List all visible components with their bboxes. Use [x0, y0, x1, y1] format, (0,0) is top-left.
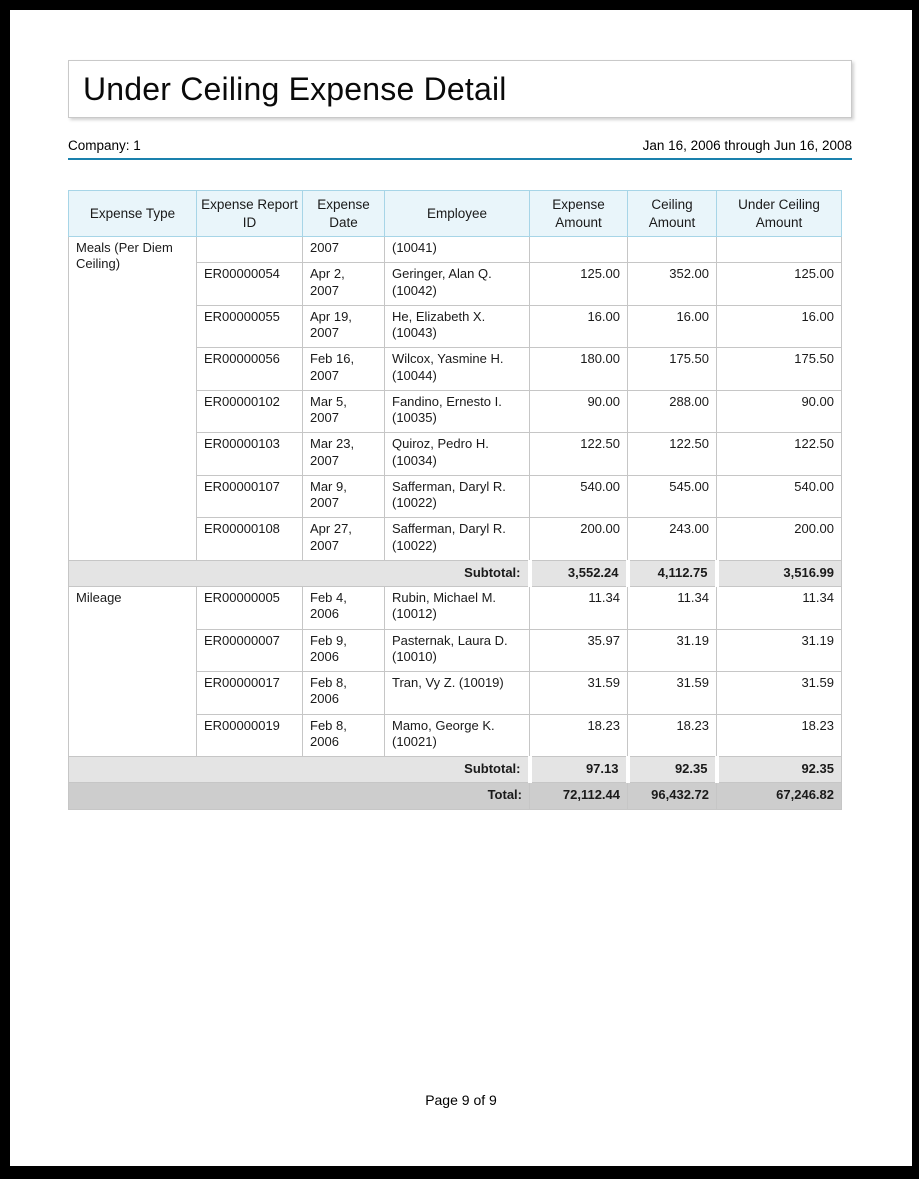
report-id-cell: ER00000107 [197, 475, 303, 518]
under-ceiling-amount-cell: 31.19 [717, 629, 842, 672]
expense-amount-cell: 540.00 [530, 475, 628, 518]
date-range: Jan 16, 2006 through Jun 16, 2008 [642, 138, 852, 153]
report-id-cell: ER00000007 [197, 629, 303, 672]
expense-table [68, 190, 842, 810]
subtotal-row [69, 757, 842, 783]
date-cell: Feb 8, 2006 [303, 714, 385, 757]
under-ceiling-amount-cell: 90.00 [717, 390, 842, 433]
expense-amount-cell: 31.59 [530, 672, 628, 715]
employee-cell: Pasternak, Laura D. (10010) [385, 629, 530, 672]
page-title: Under Ceiling Expense Detail [83, 70, 507, 107]
under-ceiling-amount-cell: 122.50 [717, 433, 842, 476]
column-header-2: Expense Date [303, 191, 385, 237]
ceiling-amount-cell: 11.34 [628, 587, 717, 630]
ceiling-amount-cell: 545.00 [628, 475, 717, 518]
column-header-6: Under Ceiling Amount [717, 191, 842, 237]
employee-cell: Rubin, Michael M. (10012) [385, 587, 530, 630]
total-row [69, 783, 842, 809]
employee-cell: (10041) [385, 237, 530, 263]
ceiling-amount-cell: 352.00 [628, 263, 717, 306]
total-label: Total: [69, 783, 530, 809]
expense-amount-cell: 180.00 [530, 348, 628, 391]
expense-amount-cell: 200.00 [530, 518, 628, 561]
ceiling-amount-cell: 243.00 [628, 518, 717, 561]
table-header-row [69, 191, 842, 237]
title-box [68, 60, 852, 118]
column-header-5: Ceiling Amount [628, 191, 717, 237]
employee-cell: Quiroz, Pedro H. (10034) [385, 433, 530, 476]
expense-amount-cell [530, 237, 628, 263]
expense-amount-cell: 18.23 [530, 714, 628, 757]
employee-cell: Safferman, Daryl R. (10022) [385, 518, 530, 561]
subtotal-row [69, 560, 842, 586]
under-ceiling-amount-cell: 31.59 [717, 672, 842, 715]
report-id-cell: ER00000108 [197, 518, 303, 561]
report-id-cell: ER00000102 [197, 390, 303, 433]
ceiling-amount-cell: 16.00 [628, 305, 717, 348]
ceiling-amount-cell: 18.23 [628, 714, 717, 757]
date-cell: Feb 4, 2006 [303, 587, 385, 630]
under-ceiling-amount-cell: 67,246.82 [717, 783, 842, 809]
report-id-cell: ER00000005 [197, 587, 303, 630]
date-cell: Feb 16, 2007 [303, 348, 385, 391]
column-header-3: Employee [385, 191, 530, 237]
ceiling-amount-cell: 122.50 [628, 433, 717, 476]
ceiling-amount-cell [628, 237, 717, 263]
page-footer: Page 9 of 9 [425, 1092, 497, 1108]
ceiling-amount-cell: 4,112.75 [628, 560, 717, 586]
date-cell: Apr 19, 2007 [303, 305, 385, 348]
ceiling-amount-cell: 92.35 [628, 757, 717, 783]
report-id-cell: ER00000055 [197, 305, 303, 348]
expense-amount-cell: 35.97 [530, 629, 628, 672]
report-id-cell [197, 237, 303, 263]
under-ceiling-amount-cell: 18.23 [717, 714, 842, 757]
report-id-cell: ER00000054 [197, 263, 303, 306]
column-header-4: Expense Amount [530, 191, 628, 237]
company-label: Company: 1 [68, 138, 141, 153]
date-cell: Mar 9, 2007 [303, 475, 385, 518]
report-id-cell: ER00000056 [197, 348, 303, 391]
expense-amount-cell: 16.00 [530, 305, 628, 348]
subtotal-label: Subtotal: [69, 757, 530, 783]
employee-cell: Wilcox, Yasmine H. (10044) [385, 348, 530, 391]
under-ceiling-amount-cell: 11.34 [717, 587, 842, 630]
subtotal-label: Subtotal: [69, 560, 530, 586]
date-cell: Apr 27, 2007 [303, 518, 385, 561]
expense-amount-cell: 90.00 [530, 390, 628, 433]
expense-amount-cell: 72,112.44 [530, 783, 628, 809]
expense-type-cell: Mileage [69, 587, 197, 757]
expense-type-cell: Meals (Per Diem Ceiling) [69, 237, 197, 561]
report-content [10, 10, 912, 810]
under-ceiling-amount-cell [717, 237, 842, 263]
date-cell: Mar 5, 2007 [303, 390, 385, 433]
date-cell: 2007 [303, 237, 385, 263]
report-id-cell: ER00000019 [197, 714, 303, 757]
under-ceiling-amount-cell: 540.00 [717, 475, 842, 518]
under-ceiling-amount-cell: 3,516.99 [717, 560, 842, 586]
date-cell: Feb 9, 2006 [303, 629, 385, 672]
meta-row [68, 138, 852, 160]
employee-cell: Safferman, Daryl R. (10022) [385, 475, 530, 518]
table-row [69, 237, 842, 263]
column-header-0: Expense Type [69, 191, 197, 237]
ceiling-amount-cell: 31.59 [628, 672, 717, 715]
employee-cell: Fandino, Ernesto I. (10035) [385, 390, 530, 433]
ceiling-amount-cell: 288.00 [628, 390, 717, 433]
date-cell: Feb 8, 2006 [303, 672, 385, 715]
under-ceiling-amount-cell: 92.35 [717, 757, 842, 783]
under-ceiling-amount-cell: 125.00 [717, 263, 842, 306]
report-id-cell: ER00000017 [197, 672, 303, 715]
expense-amount-cell: 97.13 [530, 757, 628, 783]
report-id-cell: ER00000103 [197, 433, 303, 476]
expense-amount-cell: 125.00 [530, 263, 628, 306]
expense-amount-cell: 122.50 [530, 433, 628, 476]
under-ceiling-amount-cell: 175.50 [717, 348, 842, 391]
employee-cell: Geringer, Alan Q. (10042) [385, 263, 530, 306]
under-ceiling-amount-cell: 200.00 [717, 518, 842, 561]
column-header-1: Expense Report ID [197, 191, 303, 237]
expense-amount-cell: 3,552.24 [530, 560, 628, 586]
table-header [69, 191, 842, 237]
employee-cell: Tran, Vy Z. (10019) [385, 672, 530, 715]
table-row [69, 587, 842, 630]
date-cell: Mar 23, 2007 [303, 433, 385, 476]
employee-cell: Mamo, George K. (10021) [385, 714, 530, 757]
expense-amount-cell: 11.34 [530, 587, 628, 630]
date-cell: Apr 2, 2007 [303, 263, 385, 306]
ceiling-amount-cell: 96,432.72 [628, 783, 717, 809]
under-ceiling-amount-cell: 16.00 [717, 305, 842, 348]
employee-cell: He, Elizabeth X. (10043) [385, 305, 530, 348]
ceiling-amount-cell: 31.19 [628, 629, 717, 672]
report-page [10, 10, 912, 1166]
ceiling-amount-cell: 175.50 [628, 348, 717, 391]
